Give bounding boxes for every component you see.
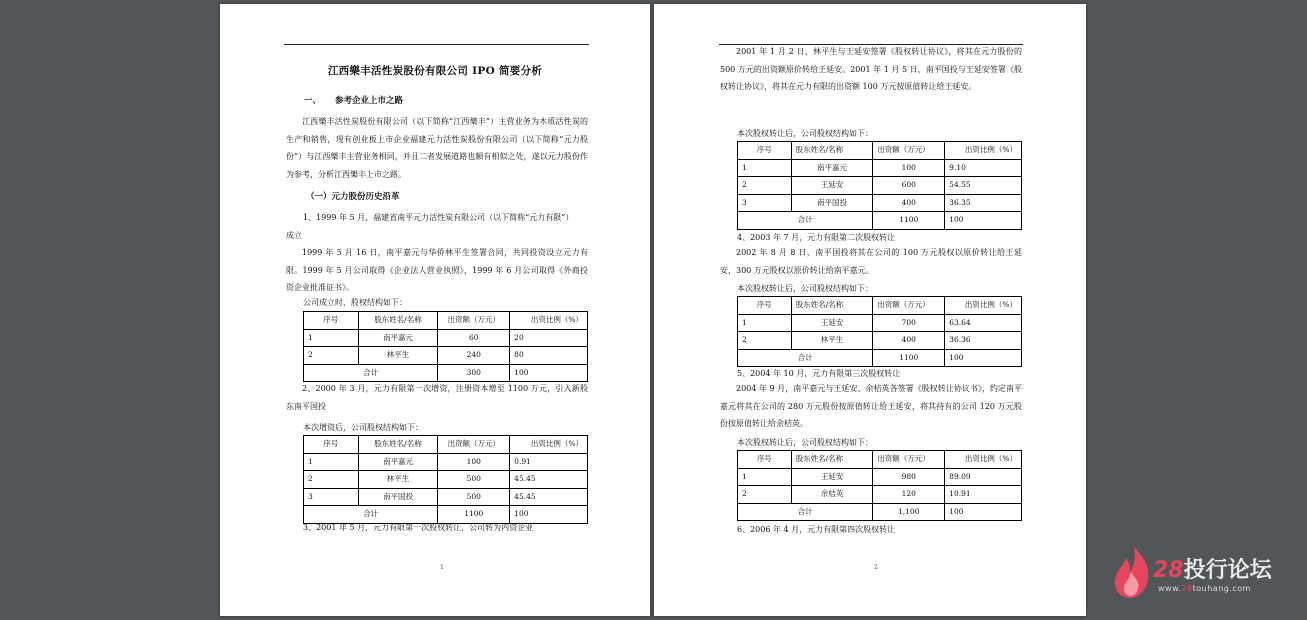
- table-cell: 2: [738, 177, 792, 195]
- paragraph-2: 2002 年 8 月 8 日，南平国投将其在公司的 100 万元股权以原价转让给王延安，300 万元股权以原价转让给南平嘉元。: [720, 248, 1022, 275]
- brand-number: 28: [1153, 558, 1184, 583]
- table-2-caption: 本次股权转让后，公司股权结构如下：: [737, 284, 873, 293]
- table-cell: 9.10: [945, 159, 1022, 177]
- table-cell: 2: [738, 486, 792, 504]
- table-cell: 2: [738, 332, 792, 350]
- table-cell: 2: [304, 347, 359, 365]
- table-cell: 400: [873, 194, 945, 212]
- table-cell: 0.91: [510, 453, 588, 471]
- table-header-row: [304, 312, 588, 330]
- document-page-2: [654, 4, 1086, 616]
- table-cell: 3: [304, 488, 359, 506]
- table-cell: 3: [738, 194, 792, 212]
- header-cell: 序号: [304, 312, 359, 330]
- header-cell: 序号: [304, 436, 359, 454]
- table-total-row: [738, 349, 1022, 367]
- total-amount: 1100: [873, 349, 945, 367]
- header-cell: 股东姓名/名称: [358, 312, 438, 330]
- table-cell: 45.45: [510, 471, 588, 489]
- header-cell: 出资比例（%）: [510, 312, 588, 330]
- item-2-heading: 2、2000 年 3 月，元力有限第一次增资，注册资本增至 1100 万元，引入新股东南平国投: [286, 384, 588, 411]
- table-cell: 1: [304, 453, 359, 471]
- item-4-heading: 4、2003 年 7 月，元力有限第二次股权转让: [737, 233, 896, 242]
- brand-url: [1158, 584, 1251, 593]
- table-header-row: [304, 436, 588, 454]
- section-title: 参考企业上市之路: [334, 96, 403, 106]
- table-row: [304, 471, 588, 489]
- total-ratio: 100: [510, 364, 588, 382]
- table-total-row: [738, 212, 1022, 230]
- table-cell: 36.35: [945, 194, 1022, 212]
- total-ratio: 100: [945, 503, 1022, 521]
- intro-paragraph: 江西樂丰活性炭股份有限公司（以下简称“江西樂丰”）主营业务为木质活性炭的生产和销售，现有创业板上市企业福建元力活性炭股份有限公司（以下简称“元力股份”）与江西樂丰主营业务相同，并且二者发展道路也颇有相似之处，遂以元力股份作为参考，分析江西樂丰上市之路。: [286, 117, 588, 179]
- page-number: 1: [440, 564, 444, 571]
- table-row: [738, 194, 1022, 212]
- table-cell: 980: [873, 468, 945, 486]
- table-cell: 60: [438, 329, 510, 347]
- item-3-heading: 3、2001 年 5 月，元力有限第一次股权转让，公司转为内资企业: [303, 523, 534, 532]
- header-rule: [284, 44, 589, 45]
- total-amount: 1100: [438, 506, 510, 524]
- total-amount: 1,100: [873, 503, 945, 521]
- table-cell: 400: [873, 332, 945, 350]
- table-cell: 100: [438, 453, 510, 471]
- header-cell: 出资额（万元）: [873, 451, 945, 469]
- table-row: [738, 159, 1022, 177]
- header-cell: 出资比例（%）: [945, 451, 1022, 469]
- table-1-caption: 公司成立时，股权结构如下：: [303, 298, 407, 307]
- table-cell: 林平生: [358, 471, 438, 489]
- table-header-row: [738, 142, 1022, 160]
- subsection-heading: （一）元力股份历史沿革: [306, 192, 400, 202]
- table-cell: 89.09: [945, 468, 1022, 486]
- header-cell: 序号: [738, 451, 792, 469]
- paragraph-1: 1999 年 5 月 16 日，南平嘉元与华侨林平生签署合同，共同投资设立元力有限。1999 年 5 月公司取得《企业法人营业执照》，1999 年 6 月公司取得《外商投资企业批准证书》。: [286, 248, 588, 292]
- table-total-row: [738, 503, 1022, 521]
- item-5-heading: 5、2004 年 10 月，元力有限第三次股权转让: [737, 369, 901, 378]
- header-cell: 出资比例（%）: [510, 436, 588, 454]
- total-label: 合计: [738, 212, 873, 230]
- header-cell: 出资比例（%）: [945, 297, 1022, 315]
- brand-text: 投行论坛: [1183, 558, 1272, 583]
- brand-url-prefix: www.: [1158, 584, 1182, 593]
- header-cell: 出资额（万元）: [873, 142, 945, 160]
- table-cell: 120: [873, 486, 945, 504]
- table-cell: 南平国投: [358, 488, 438, 506]
- table-cell: 南平嘉元: [791, 159, 873, 177]
- table-cell: 余桔英: [791, 486, 873, 504]
- header-cell: 出资额（万元）: [438, 436, 510, 454]
- brand-name: [1153, 553, 1272, 584]
- total-label: 合计: [304, 364, 438, 382]
- total-label: 合计: [738, 349, 873, 367]
- table-row: [738, 177, 1022, 195]
- table-row: [738, 486, 1022, 504]
- table-cell: 100: [873, 159, 945, 177]
- header-cell: 出资额（万元）: [438, 312, 510, 330]
- table-cell: 700: [873, 314, 945, 332]
- table-cell: 王延安: [791, 177, 873, 195]
- table-cell: 1: [738, 314, 792, 332]
- table-cell: 1: [738, 468, 792, 486]
- total-ratio: 100: [945, 212, 1022, 230]
- table-cell: 10.91: [945, 486, 1022, 504]
- table-row: [304, 488, 588, 506]
- total-amount: 300: [438, 364, 510, 382]
- table-cell: 500: [438, 488, 510, 506]
- table-cell: 80: [510, 347, 588, 365]
- equity-table-1: [303, 311, 588, 382]
- header-cell: 股东姓名/名称: [358, 436, 438, 454]
- table-cell: 王延安: [791, 314, 873, 332]
- table-total-row: [304, 364, 588, 382]
- table-total-row: [304, 506, 588, 524]
- table-row: [738, 332, 1022, 350]
- page-number: 2: [874, 564, 878, 571]
- table-cell: 林平生: [791, 332, 873, 350]
- item-1-heading-cont: 成立: [286, 231, 302, 240]
- table-cell: 36.36: [945, 332, 1022, 350]
- total-amount: 1100: [873, 212, 945, 230]
- table-2-caption: 本次增资后，公司股权结构如下：: [303, 423, 423, 432]
- table-cell: 500: [438, 471, 510, 489]
- table-cell: 南平嘉元: [358, 453, 438, 471]
- document-page-1: [220, 4, 650, 616]
- header-cell: 序号: [738, 297, 792, 315]
- table-cell: 54.55: [945, 177, 1022, 195]
- header-cell: 股东姓名/名称: [791, 297, 873, 315]
- equity-table-4: [737, 296, 1022, 367]
- table-cell: 240: [438, 347, 510, 365]
- total-ratio: 100: [510, 506, 588, 524]
- table-row: [738, 314, 1022, 332]
- table-cell: 王延安: [791, 468, 873, 486]
- item-6-heading: 6、2006 年 4 月，元力有限第四次股权转让: [737, 525, 896, 534]
- table-cell: 1: [738, 159, 792, 177]
- total-label: 合计: [304, 506, 438, 524]
- table-row: [304, 453, 588, 471]
- table-cell: 南平国投: [791, 194, 873, 212]
- table-cell: 600: [873, 177, 945, 195]
- total-label: 合计: [738, 503, 873, 521]
- brand-url-highlight: 28: [1181, 584, 1193, 593]
- brand-url-suffix: touhang.com: [1192, 584, 1251, 593]
- table-row: [738, 468, 1022, 486]
- equity-table-2: [303, 435, 588, 524]
- table-cell: 南平嘉元: [358, 329, 438, 347]
- section-number: 一、: [304, 96, 322, 106]
- equity-table-3: [737, 141, 1022, 230]
- table-row: [304, 347, 588, 365]
- item-1-heading: 1、1999 年 5 月，福建省南平元力活性炭有限公司（以下简称“元力有限”）: [303, 213, 574, 222]
- table-cell: 2: [304, 471, 359, 489]
- equity-table-5: [737, 450, 1022, 521]
- document-title: 江西樂丰活性炭股份有限公司 IPO 简要分析: [327, 65, 543, 77]
- section-heading: [304, 94, 403, 106]
- total-ratio: 100: [945, 349, 1022, 367]
- paragraph-3: 2004 年 9 月，南平嘉元与王延安、余桔英各签署《股权转让协议书》，约定南平嘉元将其在公司的 280 万元股份按原值转让给王延安，将其持有的公司 120 万元股份按原值转让给余桔英。: [720, 384, 1022, 428]
- table-1-caption: 本次股权转让后，公司股权结构如下：: [737, 129, 873, 138]
- table-cell: 45.45: [510, 488, 588, 506]
- table-header-row: [738, 297, 1022, 315]
- table-3-caption: 本次股权转让后，公司股权结构如下：: [737, 438, 873, 447]
- table-cell: 1: [304, 329, 359, 347]
- table-row: [304, 329, 588, 347]
- paragraph-1: 2001 年 1 月 2 日，林平生与王延安签署《股权转让协议》，将其在元力股份的 500 万元的出资额原价转给王延安。2001 年 1 月 5 日，南平国投与王延安签署《股权转让协议》，将其在元力有限的出资额 100 万元按原值转让给王延安。: [720, 47, 1022, 91]
- header-cell: 出资额（万元）: [873, 297, 945, 315]
- table-cell: 林平生: [358, 347, 438, 365]
- header-cell: 序号: [738, 142, 792, 160]
- table-header-row: [738, 451, 1022, 469]
- header-cell: 出资比例（%）: [945, 142, 1022, 160]
- table-cell: 63.64: [945, 314, 1022, 332]
- header-cell: 股东姓名/名称: [791, 451, 873, 469]
- table-cell: 20: [510, 329, 588, 347]
- header-cell: 股东姓名/名称: [791, 142, 873, 160]
